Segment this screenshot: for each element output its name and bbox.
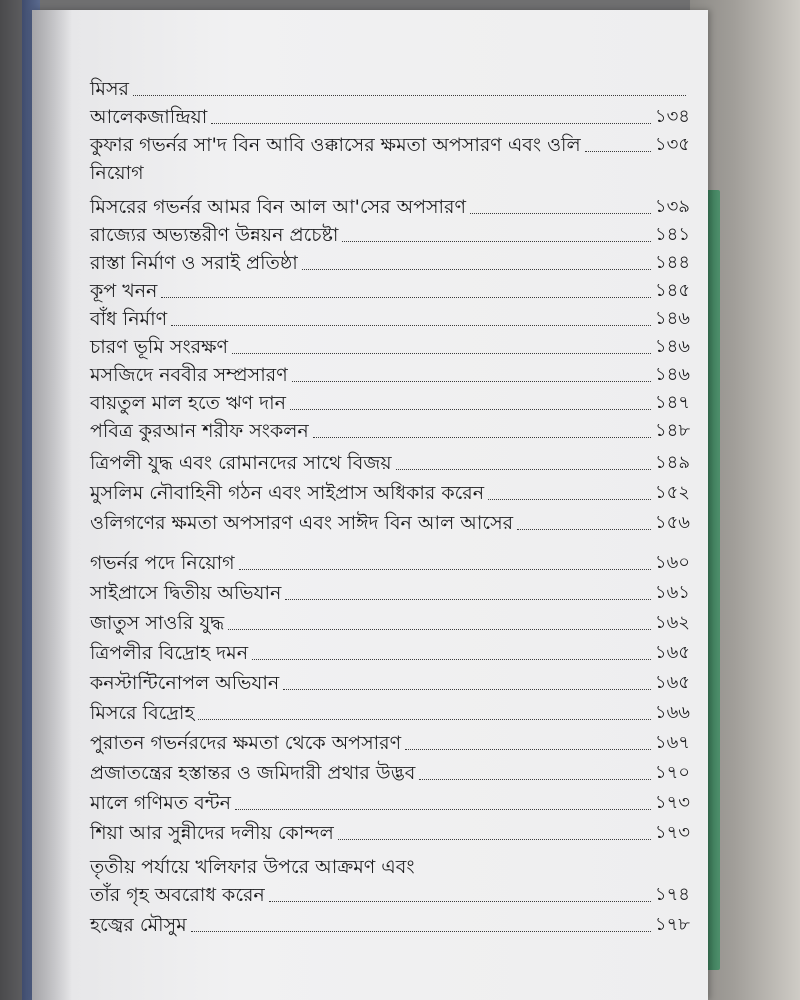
toc-entry bbox=[90, 820, 690, 846]
toc-entry-title: সাইপ্রাসে দ্বিতীয় অভিযান bbox=[90, 582, 282, 604]
dotted-leader bbox=[585, 151, 651, 152]
dotted-leader bbox=[313, 437, 651, 438]
book-page bbox=[32, 10, 708, 1000]
toc-entry-page: ১৬৭ bbox=[654, 732, 690, 753]
dotted-leader bbox=[285, 599, 651, 600]
toc-entry bbox=[90, 670, 690, 696]
toc-entry-page: ১৩৫ bbox=[654, 134, 690, 155]
toc-entry bbox=[90, 882, 690, 908]
toc-entry-page: ১৭০ bbox=[654, 762, 690, 783]
toc-entry-page: ১৭৩ bbox=[654, 822, 690, 843]
toc-entry-title: ত্রিপলীর বিদ্রোহ দমন bbox=[90, 642, 249, 664]
dotted-leader bbox=[252, 659, 651, 660]
toc-entry bbox=[90, 580, 690, 606]
toc-entry-page: ১৬৫ bbox=[654, 642, 690, 663]
toc-entry-title: বায়তুল মাল হতে ঋণ দান bbox=[90, 392, 286, 414]
toc-entry-page: ১৬৬ bbox=[654, 702, 690, 723]
toc-entry-title: গভর্নর পদে নিয়োগ bbox=[90, 552, 235, 574]
toc-entry-title: মিসরের গভর্নর আমর বিন আল আ'সের অপসারণ bbox=[90, 196, 466, 218]
toc-entry-title: রাজ্যের অভ্যন্তরীণ উন্নয়ন প্রচেষ্টা bbox=[90, 224, 339, 246]
toc-entry bbox=[90, 640, 690, 666]
toc-entry-title: চারণ ভূমি সংরক্ষণ bbox=[90, 336, 228, 358]
toc-entry-title: তাঁর গৃহ অবরোধ করেন bbox=[90, 884, 265, 906]
toc-entry bbox=[90, 550, 690, 576]
toc-entry-title: পবিত্র কুরআন শরীফ সংকলন bbox=[90, 420, 309, 442]
dotted-leader bbox=[517, 529, 651, 530]
toc-entry-page: ১৩৯ bbox=[654, 196, 690, 217]
toc-entry-page: ১৪৪ bbox=[654, 252, 690, 273]
toc-entry bbox=[90, 278, 690, 304]
dotted-leader bbox=[283, 689, 651, 690]
dotted-leader bbox=[269, 901, 651, 902]
toc-entry-page: ১৭৩ bbox=[654, 792, 690, 813]
toc-entry-title: তৃতীয় পর্যায়ে খলিফার উপরে আক্রমণ এবং bbox=[90, 856, 415, 878]
toc-entry bbox=[90, 418, 690, 444]
toc-entry-title: পুরাতন গভর্নরদের ক্ষমতা থেকে অপসারণ bbox=[90, 732, 402, 754]
dotted-leader bbox=[470, 213, 651, 214]
toc-entry-title: হজ্বের মৌসুম bbox=[90, 914, 187, 936]
toc-entry bbox=[90, 760, 690, 786]
table-of-contents bbox=[32, 10, 708, 1000]
toc-entry-title: প্রজাতন্ত্রের হস্তান্তর ও জমিদারী প্রথার উদ্ভব bbox=[90, 762, 416, 784]
toc-entry-page: ১৭৪ bbox=[654, 884, 690, 905]
dotted-leader bbox=[342, 241, 651, 242]
toc-entry-title: মালে গণিমত বন্টন bbox=[90, 792, 231, 814]
dotted-leader bbox=[396, 469, 651, 470]
toc-entry-page: ১৪৭ bbox=[654, 392, 690, 413]
toc-entry-page: ১৪৬ bbox=[654, 364, 690, 385]
dotted-leader bbox=[171, 325, 651, 326]
toc-entry-page: ১৫৬ bbox=[654, 512, 690, 533]
toc-entry bbox=[90, 222, 690, 248]
dotted-leader bbox=[133, 95, 686, 96]
toc-entry-page: ১৬২ bbox=[654, 612, 690, 633]
dotted-leader bbox=[239, 569, 651, 570]
toc-entry bbox=[90, 132, 690, 158]
dotted-leader bbox=[161, 297, 651, 298]
dotted-leader bbox=[302, 269, 651, 270]
toc-entry-page: ১৬১ bbox=[654, 582, 690, 603]
dotted-leader bbox=[488, 499, 651, 500]
dotted-leader bbox=[211, 123, 651, 124]
toc-entry-page: ১৫২ bbox=[654, 482, 690, 503]
toc-entry-page: ১৪৫ bbox=[654, 280, 690, 301]
toc-entry-title: কনস্টান্টিনোপল অভিযান bbox=[90, 672, 280, 694]
toc-entry-title: আলেকজান্দ্রিয়া bbox=[90, 106, 208, 128]
toc-entry-page: ১৪৬ bbox=[654, 308, 690, 329]
toc-entry-title: কূপ খনন bbox=[90, 280, 158, 302]
toc-entry-continuation bbox=[90, 160, 690, 186]
dotted-leader bbox=[191, 931, 651, 932]
toc-entry bbox=[90, 480, 690, 506]
toc-entry-title: মসজিদে নববীর সম্প্রসারণ bbox=[90, 364, 288, 386]
dotted-leader bbox=[228, 629, 651, 630]
dotted-leader bbox=[290, 409, 651, 410]
toc-entry-page: ১৪৬ bbox=[654, 336, 690, 357]
toc-entry-title: নিয়োগ bbox=[90, 162, 144, 184]
toc-entry bbox=[90, 790, 690, 816]
toc-entry-title: মিসরে বিদ্রোহ bbox=[90, 702, 195, 724]
dotted-leader bbox=[198, 719, 650, 720]
toc-entry bbox=[90, 362, 690, 388]
toc-entry bbox=[90, 912, 690, 938]
toc-entry bbox=[90, 104, 690, 130]
toc-entry bbox=[90, 610, 690, 636]
dotted-leader bbox=[405, 749, 651, 750]
toc-entry bbox=[90, 730, 690, 756]
toc-entry bbox=[90, 306, 690, 332]
toc-entry-title: ত্রিপলী যুদ্ধ এবং রোমানদের সাথে বিজয় bbox=[90, 452, 392, 474]
toc-entry bbox=[90, 334, 690, 360]
dotted-leader bbox=[232, 353, 651, 354]
toc-entry-page: ১৪১ bbox=[654, 224, 690, 245]
dotted-leader bbox=[292, 381, 651, 382]
toc-entry-page: ১৩৪ bbox=[654, 106, 690, 127]
toc-entry-page: ১৬৫ bbox=[654, 672, 690, 693]
toc-entry-title: মিসর bbox=[90, 78, 129, 100]
toc-entry-page: ১৪৮ bbox=[654, 420, 690, 441]
toc-entry-continuation bbox=[90, 854, 690, 880]
toc-entry bbox=[90, 390, 690, 416]
toc-entry bbox=[90, 510, 690, 536]
toc-entry bbox=[90, 700, 690, 726]
toc-entry bbox=[90, 194, 690, 220]
toc-entry bbox=[90, 76, 690, 102]
toc-entry-page: ১৪৯ bbox=[654, 452, 690, 473]
toc-entry bbox=[90, 450, 690, 476]
toc-entry-title: কুফার গভর্নর সা'দ বিন আবি ওক্কাসের ক্ষমতা অপসারণ এবং ওলি bbox=[90, 134, 581, 156]
dotted-leader bbox=[235, 809, 651, 810]
toc-entry-title: জাতুস সাওরি যুদ্ধ bbox=[90, 612, 225, 634]
toc-entry-page: ১৬০ bbox=[654, 552, 690, 573]
dotted-leader bbox=[338, 839, 651, 840]
toc-entry-title: মুসলিম নৌবাহিনী গঠন এবং সাইপ্রাস অধিকার করেন bbox=[90, 482, 485, 504]
toc-entry-page: ১৭৮ bbox=[654, 914, 690, 935]
toc-entry-title: রাস্তা নির্মাণ ও সরাই প্রতিষ্ঠা bbox=[90, 252, 298, 274]
toc-entry-title: বাঁধ নির্মাণ bbox=[90, 308, 168, 330]
toc-entry bbox=[90, 250, 690, 276]
dotted-leader bbox=[419, 779, 651, 780]
toc-entry-title: ওলিগণের ক্ষমতা অপসারণ এবং সাঈদ বিন আল আসের bbox=[90, 512, 514, 534]
toc-entry-title: শিয়া আর সুন্নীদের দলীয় কোন্দল bbox=[90, 822, 334, 844]
